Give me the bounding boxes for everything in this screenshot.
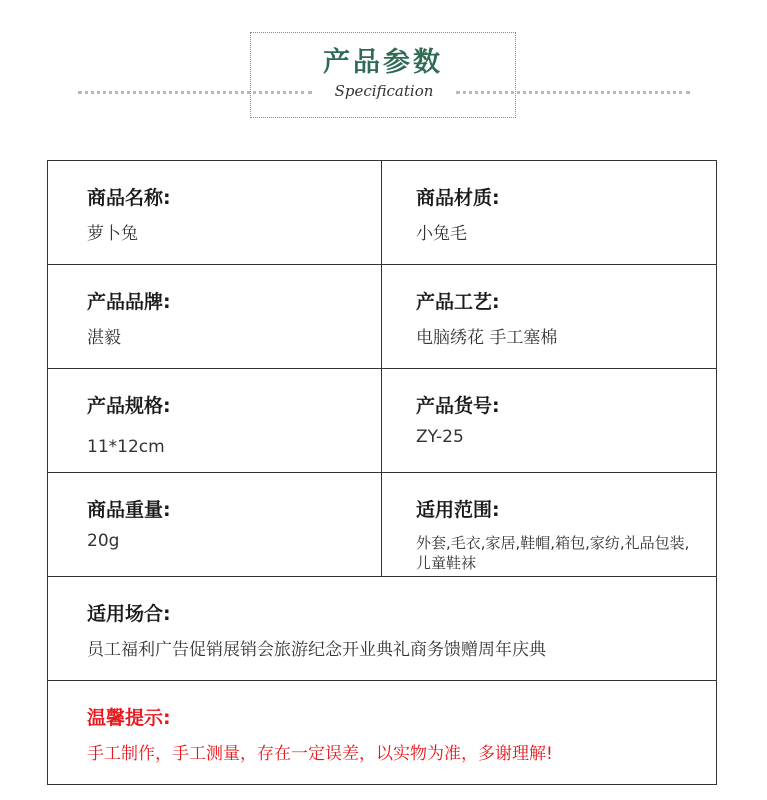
spec-label: 适用场合: bbox=[87, 603, 171, 625]
spec-label: 产品货号: bbox=[416, 395, 500, 417]
spec-table bbox=[47, 160, 717, 785]
spec-value: ZY-25 bbox=[416, 427, 464, 447]
spec-label: 适用范围: bbox=[416, 499, 500, 521]
spec-label: 商品材质: bbox=[416, 187, 500, 209]
spec-value: 湛毅 bbox=[87, 328, 121, 348]
header-dotted-line-left bbox=[78, 91, 312, 94]
spec-value: 小兔毛 bbox=[416, 224, 467, 244]
spec-label: 产品工艺: bbox=[416, 291, 500, 313]
spec-cell-item-number bbox=[382, 369, 716, 472]
spec-label: 商品名称: bbox=[87, 187, 171, 209]
spec-row bbox=[48, 369, 716, 473]
spec-value: 员工福利广告促销展销会旅游纪念开业典礼商务馈赠周年庆典 bbox=[87, 640, 546, 660]
spec-label: 产品规格: bbox=[87, 395, 171, 417]
spec-label: 商品重量: bbox=[87, 499, 171, 521]
spec-row bbox=[48, 265, 716, 369]
spec-cell-size bbox=[48, 369, 382, 472]
spec-value: 11*12cm bbox=[87, 437, 165, 457]
notice-text: 手工制作，手工测量，存在一定误差，以实物为准，多谢理解! bbox=[87, 744, 553, 764]
spec-cell-material bbox=[382, 161, 716, 264]
spec-row bbox=[48, 161, 716, 265]
spec-cell-usage bbox=[382, 473, 716, 576]
occasion-row bbox=[48, 577, 716, 681]
spec-cell-brand bbox=[48, 265, 382, 368]
spec-cell-craft bbox=[382, 265, 716, 368]
spec-value: 20g bbox=[87, 531, 120, 551]
notice-cell bbox=[48, 681, 716, 784]
page-title: 产品参数 bbox=[323, 47, 443, 78]
header-dotted-line-right bbox=[456, 91, 690, 94]
notice-row bbox=[48, 681, 716, 784]
spec-label: 产品品牌: bbox=[87, 291, 171, 313]
spec-cell-name bbox=[48, 161, 382, 264]
spec-cell-weight bbox=[48, 473, 382, 576]
spec-row bbox=[48, 473, 716, 577]
spec-cell-occasion bbox=[48, 577, 716, 680]
notice-label: 温馨提示: bbox=[87, 707, 171, 729]
spec-value: 萝卜兔 bbox=[87, 224, 138, 244]
spec-value: 电脑绣花 手工塞棉 bbox=[416, 328, 558, 348]
spec-value: 外套,毛衣,家居,鞋帽,箱包,家纺,礼品包装,儿童鞋袜 bbox=[416, 534, 690, 572]
page-subtitle: Specification bbox=[312, 80, 456, 102]
